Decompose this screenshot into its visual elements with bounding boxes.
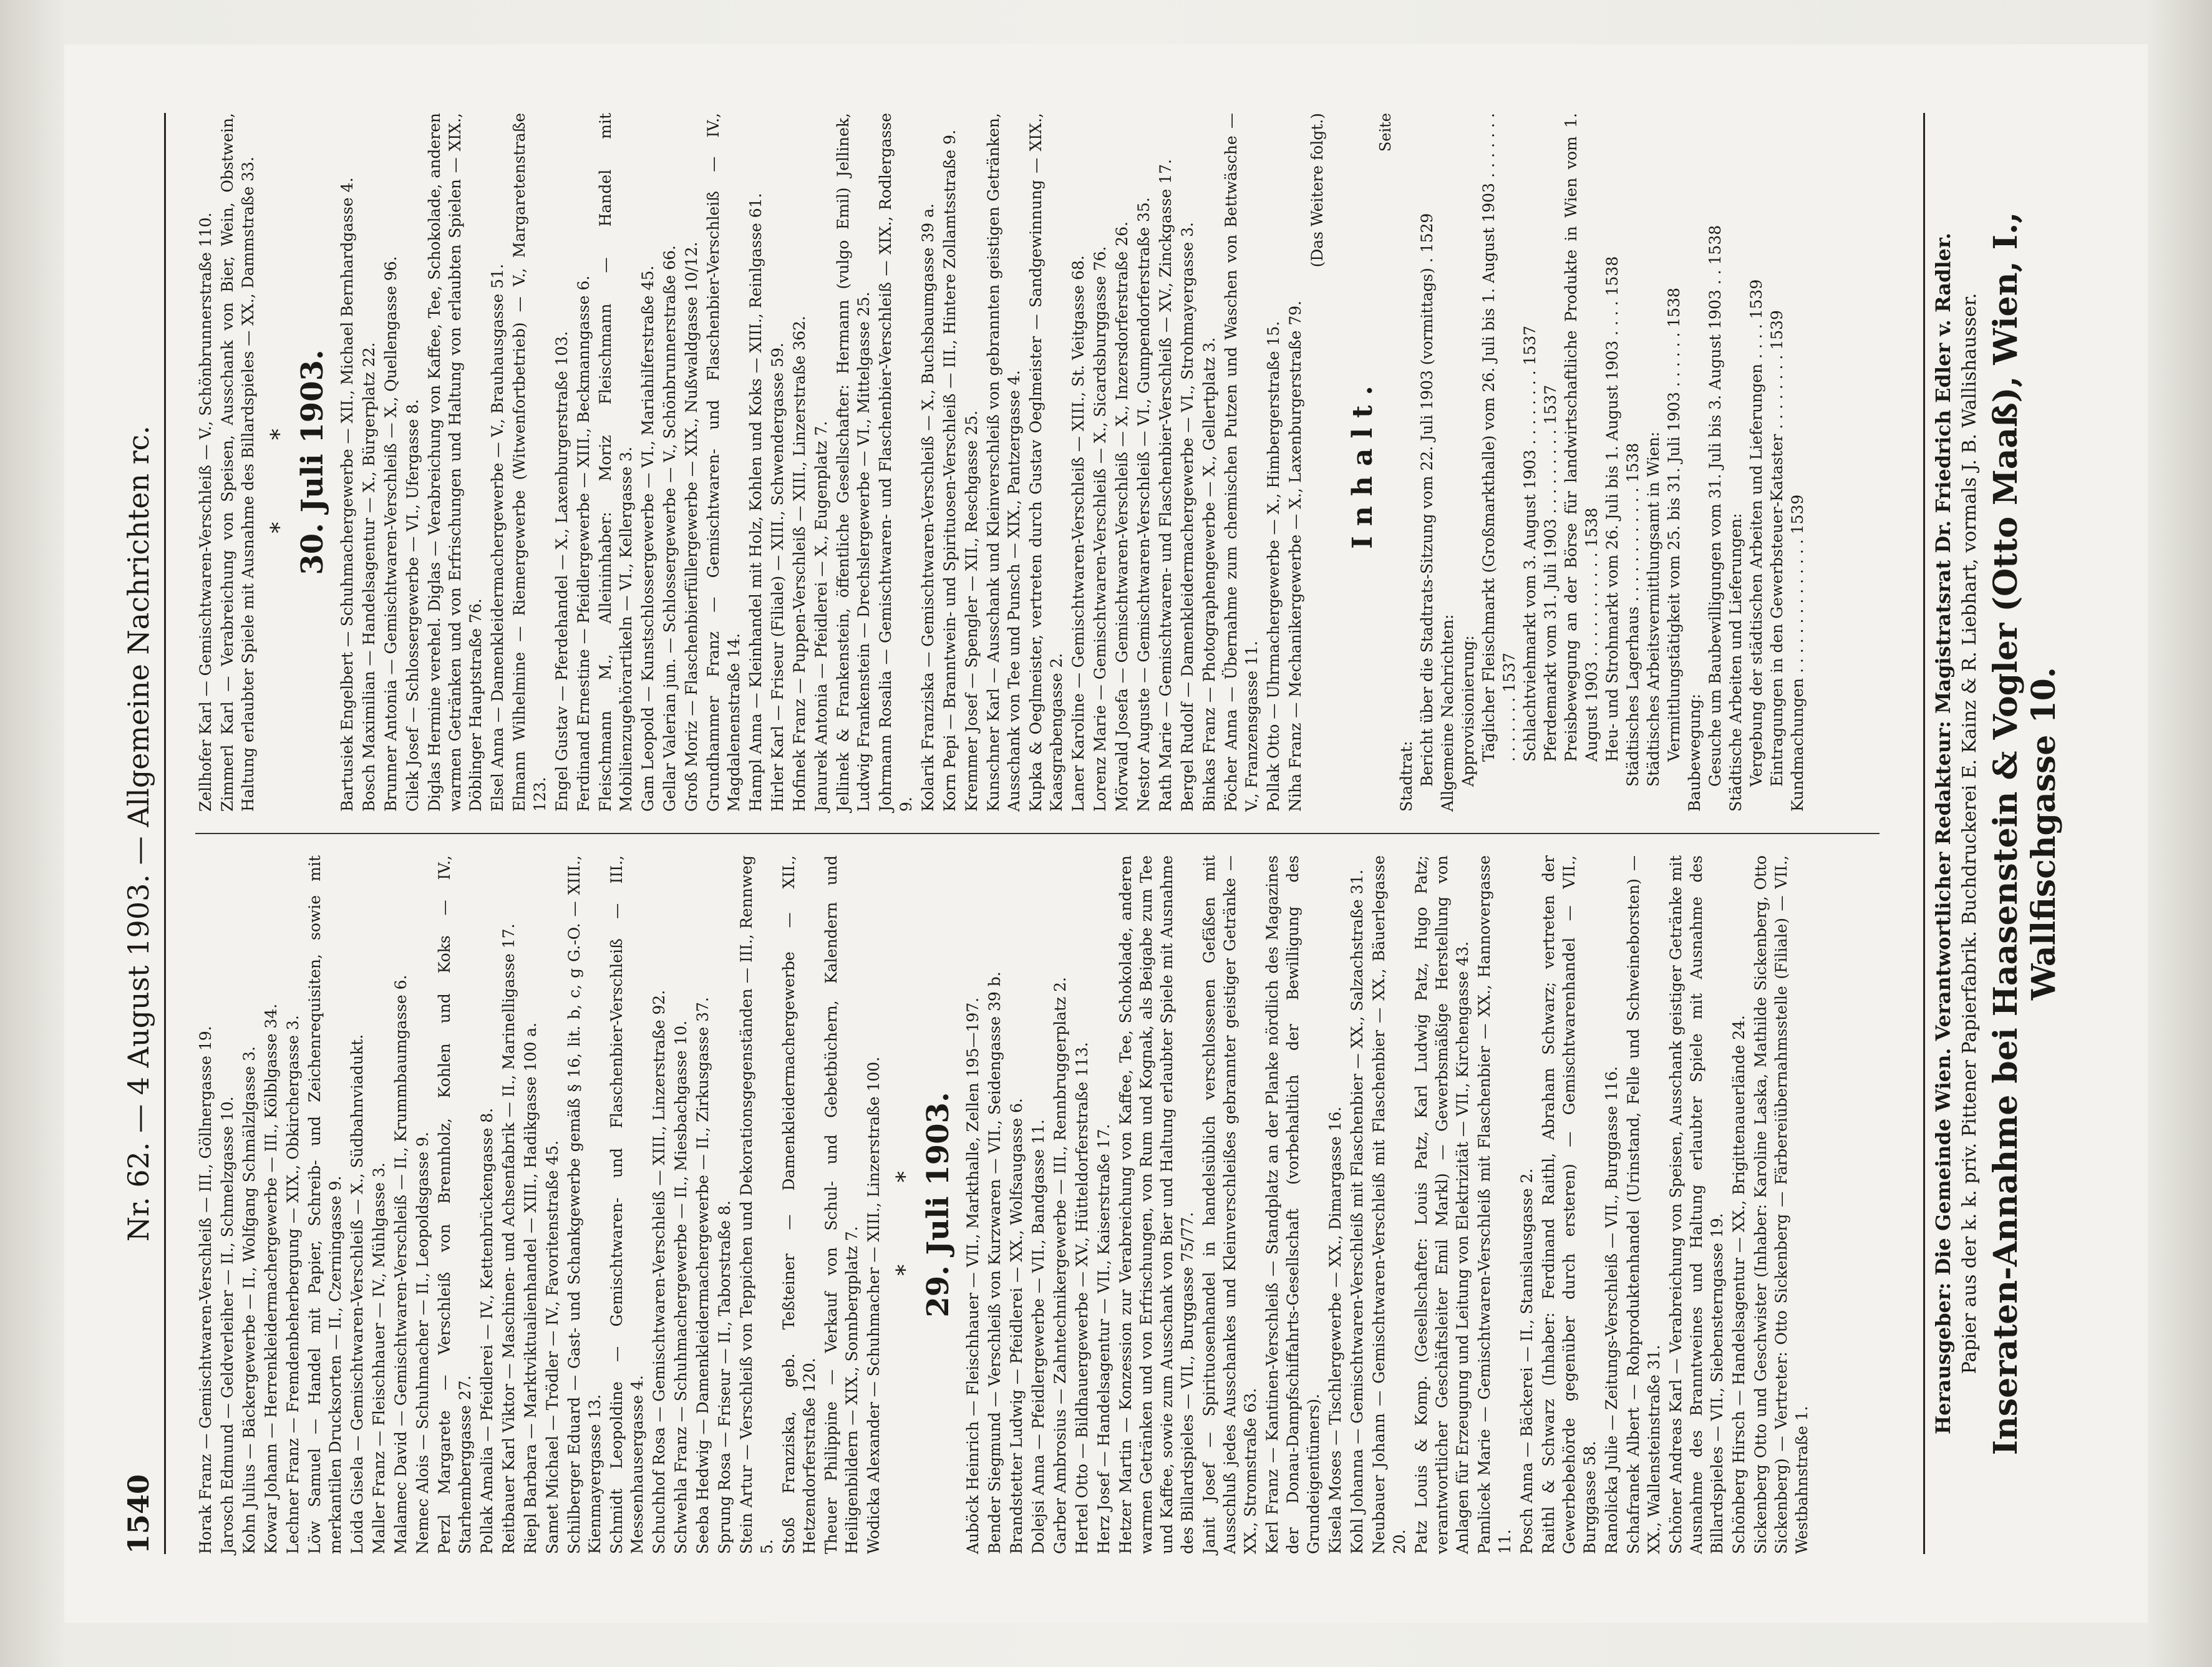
register-entry: Samet Michael — Trödler — IV., Favoritenstraße 45. [543, 1140, 561, 1554]
toc-entry: Städtisches Lagerhaus . . . . . . . . . . . . 1538 [1624, 442, 1642, 787]
date-heading-29-july: 29. Juli 1903. [921, 1092, 956, 1318]
register-entry: Bosch Maximilian — Handelsagentur — X., Bürgerplatz 22. [360, 342, 378, 812]
register-entry: Sickenberg Otto und Geschwister (Inhaber: Karoline Laska, Mathilde Sickenberg, Otto Sickenberg) — Vertreter: Otto Sickenberg — Färbereiübernahmsstelle (Filiale) — VII., Westbahnstraße 1. [1752, 855, 1811, 1554]
register-entry: Nestor Auguste — Gemischtwaren-Verschleiß — VI., Gumpendorferstraße 35. [1135, 197, 1153, 812]
register-entry: Kohn Julius — Bäckergewerbe — II., Wolfgang Schmälzlgasse 3. [240, 1046, 258, 1554]
page-number: 1540 [122, 1474, 155, 1554]
register-entry: Nemec Alois — Schuhmacher — II., Leopoldsgasse 9. [414, 1132, 432, 1554]
register-entry: Johrmann Rosalia — Gemischtwaren- und Flaschenbier-Verschleiß — XIX., Rodlergasse 9. [876, 113, 915, 812]
toc-subsection: Approvisionierung: [1459, 635, 1477, 787]
imprint-footer [1923, 113, 2063, 1554]
register-entry: Schuchhof Rosa — Gemischtwaren-Verschleiß — XIII., Linzerstraße 92. [650, 989, 668, 1554]
register-entry: Groß Moriz — Flaschenbierfüllergewerbe — XIX., Nußwaldgasse 10/12. [682, 241, 701, 812]
register-entry: Kolarik Franziska — Gemischtwaren-Verschleiß — X., Buchsbaumgasse 39 a. [919, 203, 937, 812]
register-entry: Korn Pepi — Branntwein- und Spirituosen-Verschleiß — III., Hintere Zollamtsstraße 9. [941, 129, 959, 812]
toc-entry: Pferdemarkt vom 31. Juli 1903 . . . . . . . . . 1537 [1541, 384, 1560, 762]
newspaper-page [64, 44, 2148, 1623]
register-entry: Bartusiek Engelbert — Schuhmachergewerbe — XII., Michael Bernhardgasse 4. [338, 177, 356, 812]
register-entry: Pollak Amalia — Pfeidlerei — IV., Kettenbrückengasse 8. [478, 1107, 496, 1554]
toc-entry: Schlachtviehmarkt vom 3. August 1903 . . . . . . . . 1537 [1521, 325, 1539, 762]
toc-subsection: Städtisches Arbeitsvermittlungsamt in Wien: [1644, 431, 1662, 787]
toc-page-column-label: Seite [1377, 113, 1394, 152]
register-entry: Brandstetter Ludwig — Pfeidlerei — XX., Wolfsaugasse 6. [1007, 1098, 1026, 1554]
register-entry: Wodicka Alexander — Schuhmacher — XIII., Linzerstraße 100. [865, 1056, 883, 1554]
register-entry: Ranolicka Julie — Zeitungs-Verschleiß — VII., Burggasse 116. [1603, 1066, 1621, 1554]
register-entry: Gellar Valerian jun. — Schlossergewerbe — V., Schönbrunnerstraße 66. [661, 245, 679, 812]
section-separator: * * [893, 1134, 918, 1276]
register-entry: Dolejsi Anna — Pfeidlergewerbe — VII., Bandgasse 11. [1029, 1119, 1047, 1554]
register-entry: Mörwald Josefa — Gemischtwaren-Verschleiß — X., Inzersdorferstraße 26. [1113, 221, 1131, 812]
toc-section: Baubewegung: [1686, 693, 1704, 812]
table-of-contents-title: Inhalt. [1347, 376, 1379, 549]
register-entry: Niha Franz — Mechanikergewerbe — X., Laxenburgerstraße 79. [1286, 300, 1304, 812]
section-separator: * * [267, 391, 293, 533]
register-entry: Ferdinand Ernestine — Pfeidlergewerbe — XIII., Beckmanngasse 6. [575, 275, 593, 812]
register-entry: Zellhofer Karl — Gemischtwaren-Verschleiß — V., Schönbrunnerstraße 110. [196, 212, 215, 812]
register-entry: Grundhammer Franz — Gemischtwaren- und Flaschenbier-Verschleiß — IV., Magdalenenstraße 14. [704, 113, 743, 812]
register-entry: Kunschner Karl — Ausschank und Kleinverschleiß von gebrannten geistigen Getränken, Ausschank von Tee und Punsch — XIX., Pantzergasse 4. [984, 113, 1023, 812]
register-entry: Laner Karoline — Gemischtwaren-Verschleiß — XIII., St. Veitgasse 68. [1069, 255, 1087, 812]
register-entry: Hofinek Franz — Puppen-Verschleiß — XIII., Linzerstraße 362. [790, 316, 808, 812]
left-column [195, 855, 1817, 1554]
register-entry: Perzl Margarete — Verschleiß von Brennholz, Kohlen und Koks — IV., Starhemberggasse 27. [435, 855, 474, 1554]
register-entry: Janurek Antonia — Pfeidlerei — X., Eugenplatz 7. [812, 420, 830, 812]
register-entry: Schöner Andreas Karl — Verabreichung von Speisen, Ausschank geistiger Getränke mit Ausnahme des Branntweines und Haltung erlaubter Spiele mit Ausnahme des Billardspieles — VII., Siebensterngasse 19. [1667, 855, 1726, 1554]
register-entry: Schafranek Albert — Rohproduktenhandel (Urinstand, Felle und Schweineborsten) — XX., Wallensteinstraße 31. [1624, 855, 1663, 1554]
toc-entry: Täglicher Fleischmarkt (Großmarkthalle) vom 26. Juli bis 1. August 1903 . . . . . . . . . . . . . . 1537 [1480, 113, 1518, 762]
toc-entry: Kundmachungen . . . . . . . . . . . . . . 1539 [1788, 494, 1807, 812]
toc-entry: Gesuche um Baubewilligungen vom 31. Juli bis 3. August 1903 . . 1538 [1706, 225, 1724, 787]
entries-group-b [963, 855, 1812, 1554]
register-entry: Stein Artur — Verschleiß von Teppichen und Dekorationsgegenständen — III., Rennweg 5. [737, 855, 776, 1554]
register-entry: Lorenz Marie — Gemischtwaren-Verschleiß — X., Sicardsburggasse 76. [1091, 246, 1109, 812]
register-entry: Sprung Rosa — Friseur — II., Taborstraße 8. [716, 1200, 734, 1554]
issue-line: Nr. 62. — 4 August 1903. — Allgemeine Nachrichten rc. [122, 425, 155, 1242]
register-entry: Schmidt Leopoldine — Gemischtwaren- und Flaschenbier-Verschleiß — III., Messenhausergasse 4. [608, 855, 646, 1554]
register-entry: Engel Gustav — Pferdehandel — X., Laxenburgerstraße 103. [553, 331, 571, 812]
toc-section: Allgemeine Nachrichten: [1438, 614, 1457, 812]
register-entry: Kisela Moses — Tischlergewerbe — XX., Dimargasse 16. [1326, 1106, 1344, 1554]
toc-section: Stadtrat: [1397, 741, 1415, 812]
register-entry: Kerl Franz — Kantinen-Verschleiß — Standplatz an der Planke nördlich des Magazines der Donau-Dampfschiffahrts-Gesellschaft (vorbehaltlich der Bewilligung des Grundeigentümers). [1263, 855, 1322, 1554]
register-entry: Janit Josef — Spirituosenhandel in handelsüblich verschlossenen Gefäßen mit Ausschluß jedes Ausschankes und Kleinverschleißes gebrannter geistiger Getränke — XX., Stromstraße 63. [1200, 855, 1259, 1554]
toc-entry: Heu- und Strohmarkt vom 26. Juli bis 1. August 1903 . . . . 1538 [1603, 256, 1621, 762]
register-entry: Neubauer Johann — Gemischtwaren-Verschleiß mit Flaschenbier — XX., Bäuerlegasse 20. [1370, 855, 1409, 1554]
register-entry: Kowar Johann — Herrenkleidermachergewerbe — III., Kölblgasse 34. [262, 1003, 280, 1554]
entries-group-c [195, 113, 258, 812]
register-entry: Hetzer Martin — Konzession zur Verabreichung von Kaffee, Tee, Schokolade, anderen warmen Getränken und von Erfrischungen, von Rum und Kognak, als Beigabe zum Tee und Kaffee, sowie zum Ausschank von Bier und Haltung erlaubter Spiele mit Ausnahme des Billardspieles — VII., Burggasse 75/77. [1117, 855, 1196, 1554]
continued-note: (Das Weitere folgt.) [1308, 113, 1326, 268]
right-column [195, 113, 1817, 812]
toc-entry: Eintragungen in den Gewerbsteuer-Kataster . . . . . . . . 1539 [1768, 310, 1786, 787]
register-entry: Pöcher Anna — Übernahme zum chemischen Putzen und Waschen von Bettwäsche — V., Franzensgasse 11. [1222, 113, 1261, 812]
toc-entry: Vergebung der städtischen Arbeiten und Lieferungen . . . . 1539 [1747, 279, 1765, 787]
register-entry: Binkas Franz — Photographengewerbe — X., Gellertplatz 3. [1200, 337, 1218, 812]
column-divider [195, 833, 1880, 834]
register-entry: Malamec David — Gemischtwaren-Verschleiß — II., Krummbaumgasse 6. [392, 974, 410, 1554]
toc-entry: Preisbewegung an der Börse für landwirtschaftliche Produkte in Wien vom 1. August 1903 . . . . . . . . . . . 1538 [1562, 113, 1601, 762]
register-entry: Jellinek & Frankenstein, öffentliche Gesellschafter: Hermann (vulgo Emil) Jellinek, Ludwig Frankenstein — Drechslergewerbe — VI., Mittelgasse 25. [834, 113, 873, 812]
register-entry: Zimmerl Karl — Verabreichung von Speisen, Ausschank von Bier, Wein, Obstwein, Haltung erlaubter Spiele mit Ausnahme des Billardspieles — XX., Dammstraße 33. [218, 113, 257, 812]
register-entry: Garber Ambrosius — Zahntechnikergewerbe — III., Rennbruggerplatz 2. [1051, 977, 1069, 1554]
register-entry: Bender Siegmund — Verschleiß von Kurzwaren — VII., Seidengasse 39 b. [986, 971, 1004, 1554]
register-entry: Kupka & Oeglmeister, vertreten durch Gustav Oeglmeister — Sandgewinnung — XIX., Kaasgrabengasse 2. [1027, 113, 1065, 812]
register-entry: Theuer Philippine — Verkauf von Schul- und Gebetbüchern, Kalendern und Heiligenbildern — XIX., Sonnbergplatz 7. [822, 855, 861, 1554]
register-entry: Brunner Antonia — Gemischtwaren-Verschleiß — X., Quellengasse 96. [382, 256, 400, 812]
register-entry: Schwehla Franz — Schuhmachergewerbe — II., Miesbachgasse 10. [672, 1020, 690, 1554]
register-entry: Raithl & Schwarz (Inhaber: Ferdinand Raithl, Abraham Schwarz; vertreten der Gewerbebehörde gegenüber durch ersteren) — Gemischtwarenhandel — VII., Burggasse 58. [1540, 855, 1599, 1554]
register-entry: Gam Leopold — Kunstschlossergewerbe — VI., Mariahilferstraße 45. [639, 265, 657, 812]
table-of-contents [1396, 113, 1808, 812]
register-entry: Diglas Hermine verehel. Diglas — Verabreichung von Kaffee, Tee, Schokolade, anderen warmen Getränken und von Erfrischungen und Haltung von erlaubten Spielen — XIX., Döblinger Hauptstraße 76. [425, 113, 485, 812]
register-entry: Löw Samuel — Handel mit Papier, Schreib- und Zeichenrequisiten, sowie mit merkantilen Drucksorten — II., Czerningasse 9. [306, 855, 344, 1554]
register-entry: Jarosch Edmund — Geldverleiher — II., Schmelzgasse 10. [218, 1096, 236, 1554]
register-entry: Seeba Hedwig — Damenkleidermachergewerbe — II., Zirkusgasse 37. [694, 997, 712, 1554]
register-entry: Lechner Franz — Fremdenbeherbergung — XIX., Obkirchergasse 3. [284, 1015, 302, 1554]
register-entry: Kremmer Josef — Spengler — XII., Reschgasse 25. [963, 410, 981, 812]
register-entry: Posch Anna — Bäckerei — II., Stanislausgasse 2. [1518, 1168, 1536, 1554]
toc-entry: Bericht über die Stadtrats-Sitzung vom 22. Juli 1903 (vormittags) . 1529 [1418, 213, 1436, 787]
register-entry: Stoß Franziska, geb. Teßteiner — Damenkleidermachergewerbe — XII., Hetzendorferstraße 120. [780, 855, 818, 1554]
register-entry: Horak Franz — Gemischtwaren-Verschleiß — III., Göllnergasse 19. [196, 1026, 215, 1554]
register-entry: Auböck Heinrich — Fleischhauer — VII., Markthalle, Zellen 195—197. [964, 997, 982, 1554]
register-entry: Bergel Rudolf — Damenkleidermachergewerbe — VI., Strohmayergasse 3. [1178, 222, 1196, 812]
register-entry: Maller Franz — Fleischhauer — IV., Mühlgasse 3. [370, 1162, 388, 1554]
register-entry: Reitbauer Karl Viktor — Maschinen- und Achsenfabrik — II., Marinelligasse 17. [500, 923, 518, 1554]
register-entry: Pollak Otto — Uhrmachergewerbe — X., Himbergerstraße 15. [1264, 321, 1283, 812]
register-entry: Schönberg Hirsch — Handelsagentur — XX., Brigittenauerlände 24. [1730, 1015, 1748, 1554]
register-entry: Rath Marie — Gemischtwaren- und Flaschenbier-Verschleiß — XV., Zinckgasse 17. [1157, 159, 1175, 812]
register-entry: Pamlicek Marie — Gemischtwaren-Verschleiß mit Flaschenbier — XX., Hannovergasse 11. [1475, 855, 1514, 1554]
register-entry: Herz Josef — Handelsagentur — VII., Kaiserstraße 17. [1095, 1124, 1113, 1554]
register-entry: Kohl Johanna — Gemischtwaren-Verschleiß mit Flaschenbier — XX., Salzachstraße 31. [1348, 869, 1366, 1554]
register-entry: Elsel Anna — Damenkleidermachergewerbe — V., Brauhausgasse 51. [488, 263, 507, 812]
register-entry: Fleischmann M., Alleininhaber: Moriz Fleischmann — Handel mit Mobilienzugehörartikeln — VI., Kellergasse 3. [596, 113, 635, 812]
register-entry: Cilek Josef — Schlossergewerbe — VI., Ufergasse 8. [404, 399, 422, 812]
entries-group-a [195, 855, 884, 1554]
date-heading-30-july: 30. Juli 1903. [295, 349, 330, 575]
register-entry: Elmann Wilhelmine — Riemergewerbe (Witwenfortbetrieb) — V., Margaretenstraße 123. [510, 113, 549, 812]
register-entry: Hirler Karl — Friseur (Filiale) — XIII., Schwendergasse 59. [769, 343, 787, 812]
running-header [114, 113, 166, 1554]
entries-group-d [337, 113, 1306, 812]
register-entry: Patz Louis & Komp. (Gesellschafter: Louis Patz, Karl Ludwig Patz, Hugo Patz; verantwortlicher Geschäftsleiter Emil Markl) — Gewerbsmäßige Herstellung von Anlagen für Erzeugung und Leitung von Elektrizität — VII., Kirchengasse 43. [1412, 855, 1472, 1554]
toc-entry: Vermittlungstätigkeit vom 25. bis 31. Juli 1903 . . . . . . 1538 [1665, 288, 1683, 762]
publisher-line: Herausgeber: Die Gemeinde Wien. Verantwortlicher Redakteur: Magistratsrat Dr. Friedrich Edler v. Radler. [1931, 232, 1955, 1435]
register-entry: Hertel Otto — Bildhauergewerbe — XV., Hütteldorferstraße 113. [1073, 1042, 1091, 1554]
register-entry: Riepl Barbara — Marktviktualienhandel — XIII., Hadikgasse 100 a. [521, 1022, 540, 1554]
toc-section: Städtische Arbeiten und Lieferungen: [1727, 513, 1745, 812]
printer-line: Papier aus der k. k. priv. Pittener Papierfabrik. Buchdruckerei E. Kainz & R. Liebhart, vormals J. B. Wallishausser. [1959, 293, 1981, 1374]
register-entry: Hampl Anna — Kleinhandel mit Holz, Kohlen und Koks — XIII., Reinlgasse 61. [747, 193, 765, 812]
register-entry: Schilberger Eduard — Gast- und Schankgewerbe gemäß § 16, lit. b, c, g G.-O. — XIII., Kienmayergasse 13. [565, 855, 604, 1554]
register-entry: Loida Gisela — Gemischtwaren-Verschleiß — X., Südbahnviadukt. [348, 1034, 366, 1554]
advertising-line: Inseraten-Annahme bei Haasenstein & Vogler (Otto Maaß), Wien, I., Wallfischgasse 10. [1987, 211, 2063, 1456]
